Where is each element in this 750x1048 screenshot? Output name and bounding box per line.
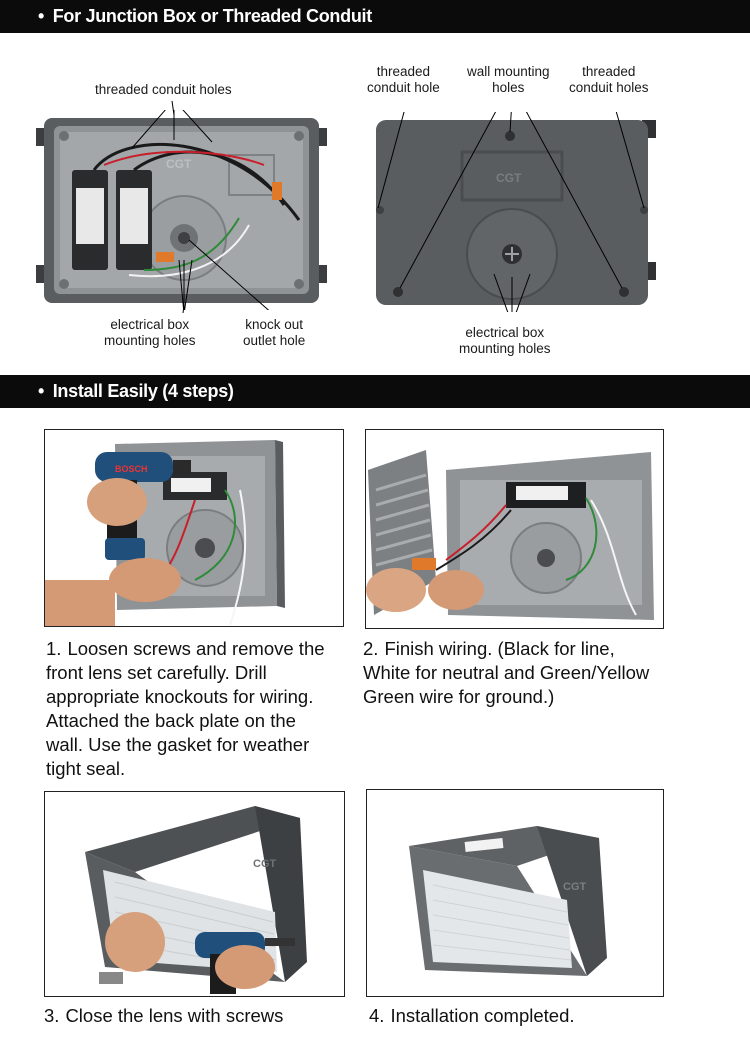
- step-text: Loosen screws and remove the front lens set carefully. Drill appropriate knockouts for wiring. Attached the back plate on the wall. Use the gasket for weather tight seal.: [46, 638, 325, 779]
- watermark-step3: CGT: [253, 858, 277, 870]
- label-threaded-conduit-hole: [367, 64, 440, 96]
- step-4-caption: [369, 1004, 669, 1028]
- label-line: electrical box: [110, 317, 190, 332]
- label-line: outlet hole: [243, 333, 306, 348]
- label-line: threaded: [582, 64, 636, 79]
- label-line: mounting holes: [459, 341, 551, 356]
- step-text: Installation completed.: [390, 1005, 575, 1026]
- step-1-illustration: [45, 430, 344, 627]
- diagram-back-plate: [372, 112, 662, 312]
- left-pointer-lines: [0, 95, 380, 335]
- label-line: conduit holes: [569, 80, 649, 95]
- label-threaded-conduit-holes: threaded conduit holes: [95, 82, 232, 97]
- step-2-caption: [363, 637, 663, 709]
- label-line: threaded: [376, 64, 431, 79]
- label-line: electrical box: [465, 325, 545, 340]
- label-wall-mounting-holes: [467, 64, 550, 96]
- watermark-step4: CGT: [563, 881, 587, 893]
- step-text: Finish wiring. (Black for line, White for neutral and Green/Yellow Green wire for ground.): [363, 638, 650, 707]
- label-electrical-box-right: [459, 325, 551, 357]
- step-number: 3.: [44, 1005, 60, 1026]
- step-2-illustration: [366, 430, 664, 629]
- banner-title: For Junction Box or Threaded Conduit: [52, 6, 372, 26]
- step-3-caption: [44, 1004, 344, 1028]
- step-number: 2.: [363, 638, 379, 659]
- drill-brand-text: BOSCH: [115, 464, 148, 474]
- banner-bullet: •: [38, 6, 45, 26]
- watermark-right: CGT: [496, 171, 522, 185]
- step-1-photo: [44, 429, 344, 627]
- step-3-photo: [44, 791, 345, 997]
- step-text: Close the lens with screws: [65, 1005, 284, 1026]
- label-line: conduit hole: [367, 80, 440, 95]
- step-2-photo: [365, 429, 664, 629]
- step-4-photo: [366, 789, 664, 997]
- step-4-illustration: [367, 790, 664, 997]
- section-banner-install: [0, 375, 750, 408]
- label-line: wall mounting: [467, 64, 550, 79]
- label-line: knock out: [245, 317, 304, 332]
- back-plate-illustration: [372, 112, 662, 312]
- label-knock-out-outlet: [243, 317, 305, 349]
- step-3-illustration: [45, 792, 345, 997]
- label-line: holes: [492, 80, 525, 95]
- step-number: 4.: [369, 1005, 385, 1026]
- banner-title: Install Easily (4 steps): [52, 381, 234, 401]
- label-electrical-box-left: [104, 317, 196, 349]
- label-threaded-conduit-holes-right: [569, 64, 649, 96]
- step-number: 1.: [46, 638, 62, 659]
- label-line: mounting holes: [104, 333, 196, 348]
- section-banner-junction-box: [0, 0, 750, 33]
- step-1-caption: [46, 637, 336, 781]
- banner-bullet: •: [38, 381, 45, 401]
- watermark-left: CGT: [166, 157, 192, 171]
